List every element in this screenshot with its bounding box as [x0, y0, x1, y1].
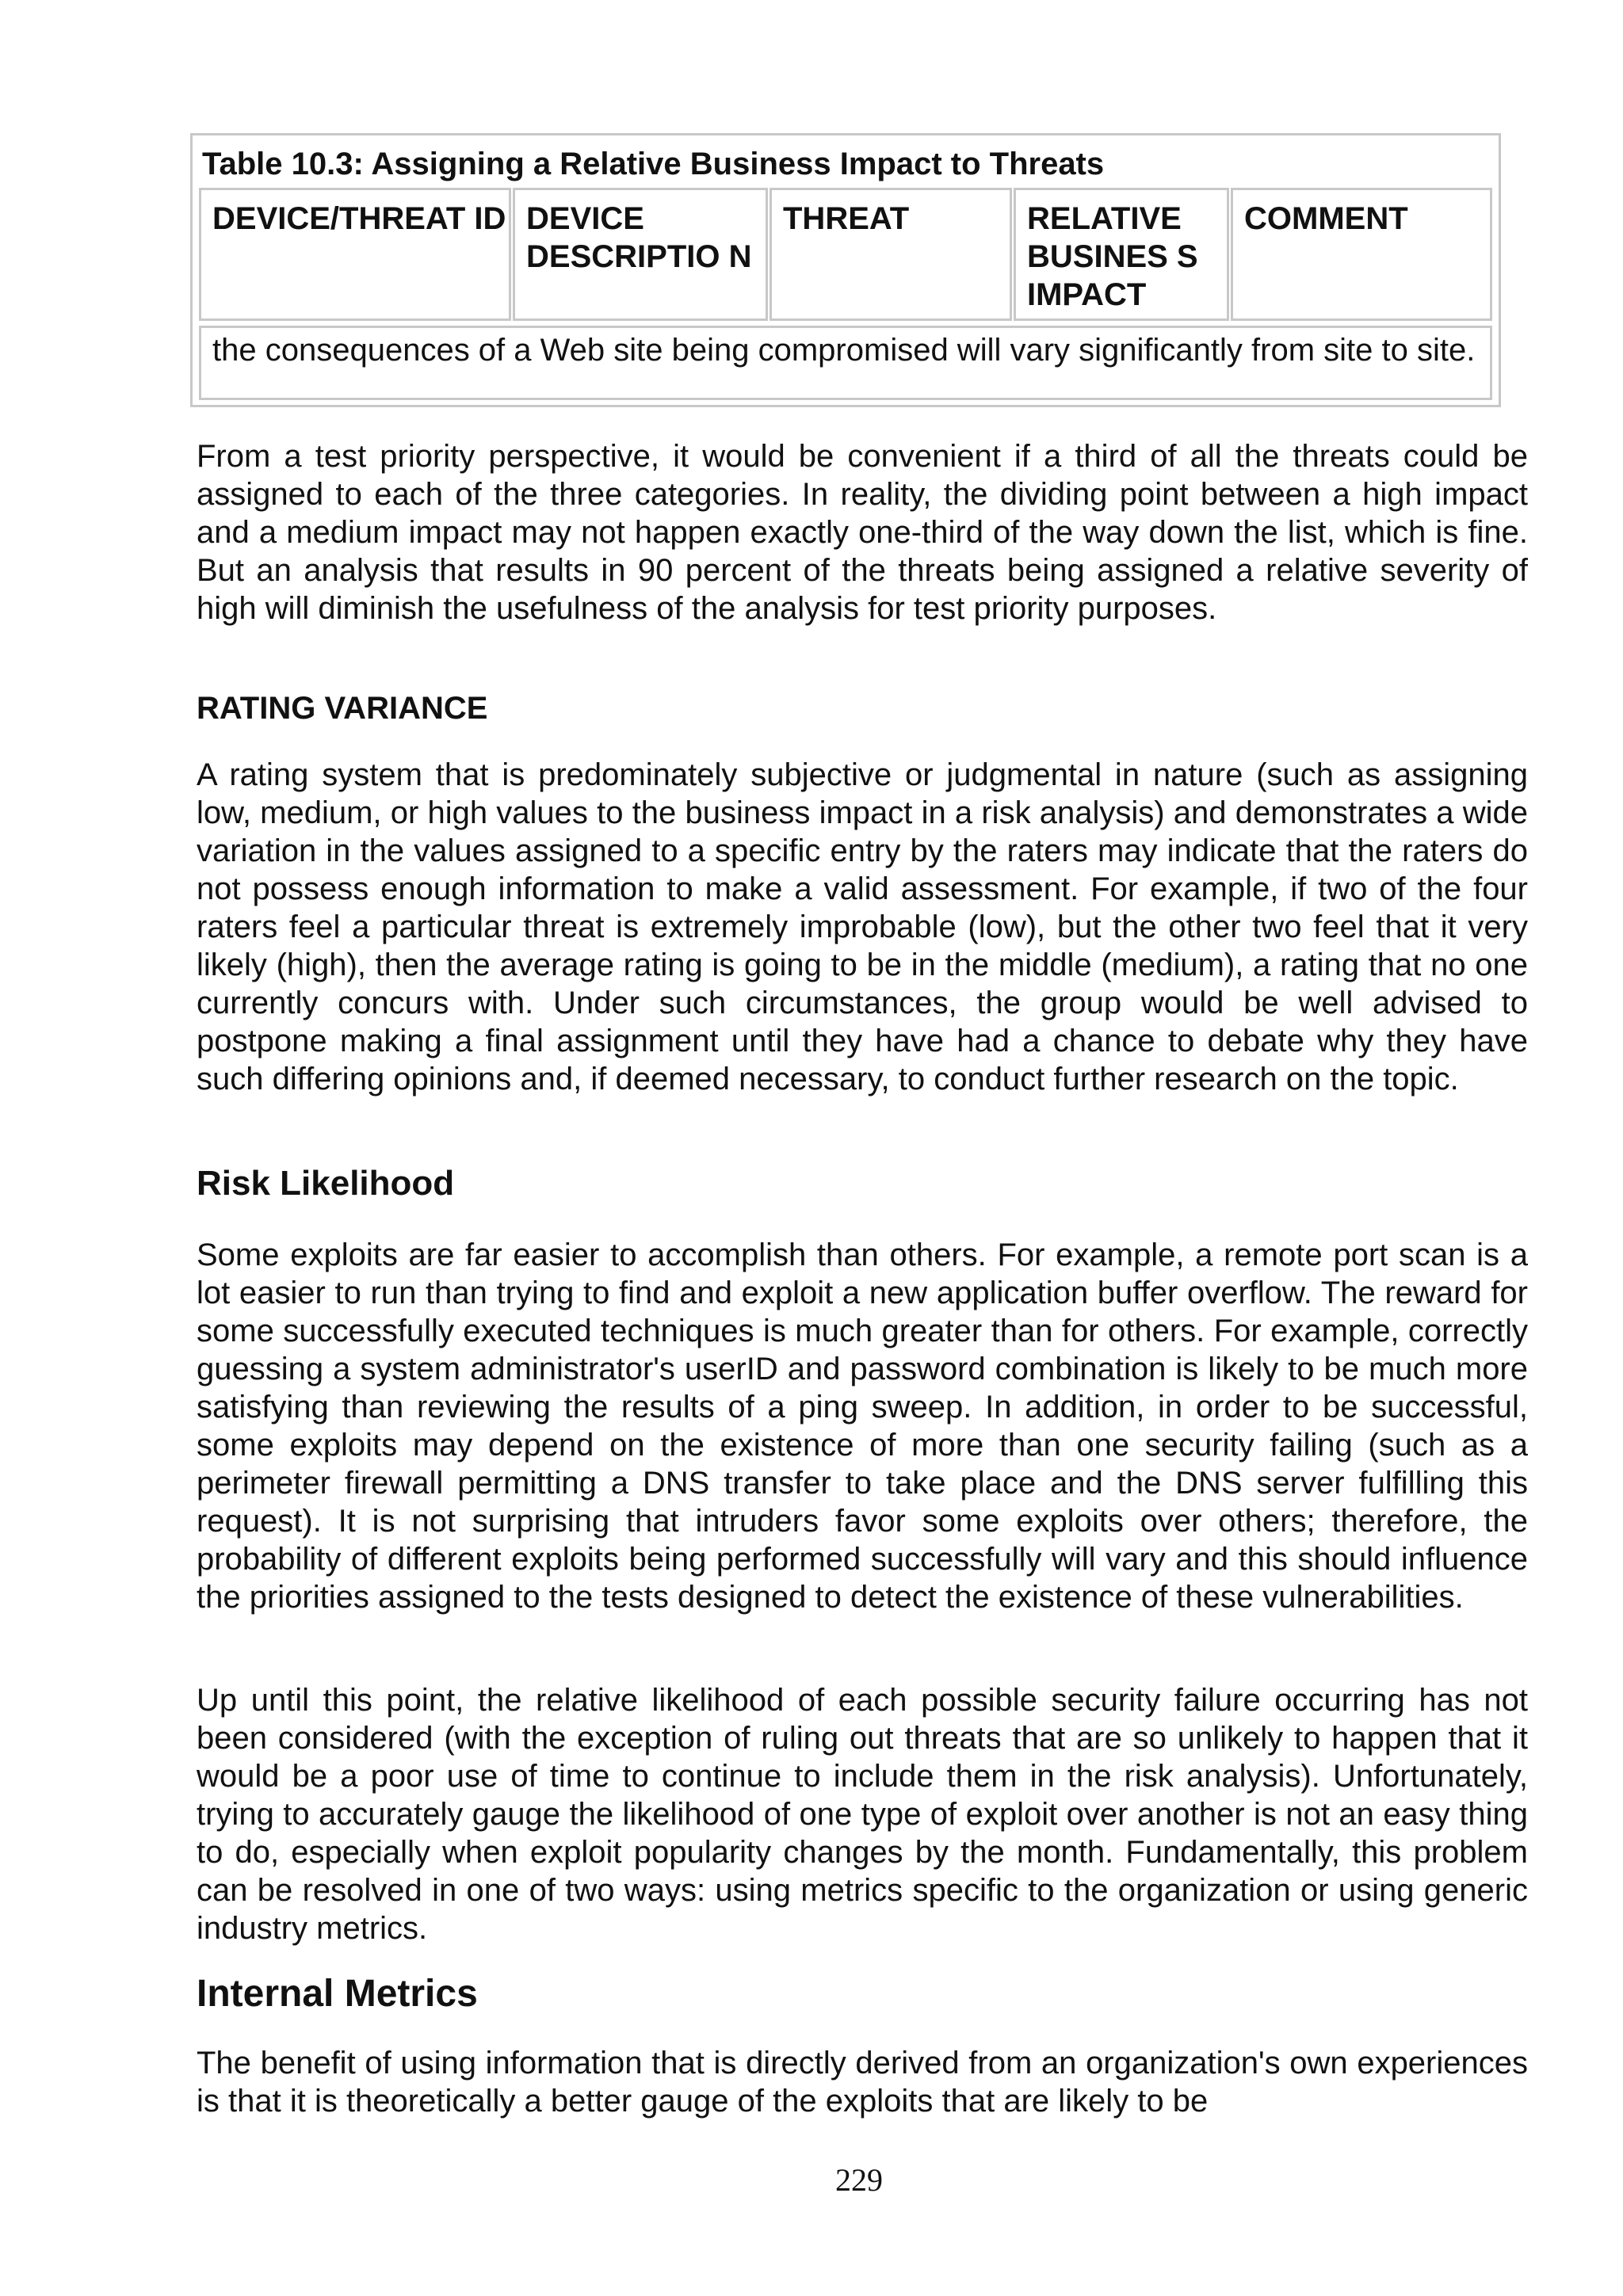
column-header-device-description: DEVICE DESCRIPTIO N	[513, 188, 768, 321]
paragraph-test-priority: From a test priority perspective, it would be convenient if a third of all the threats could be assigned to each of the three categories. In reality, the dividing point between a high impact and a medium impact may not happen exactly one-third of the way down the list, which is fine. But an analysis that results in 90 percent of the threats being assigned a relative severity of high will diminish the usefulness of the analysis for test priority purposes.	[197, 439, 1528, 626]
heading-internal-metrics: Internal Metrics	[197, 1973, 478, 2015]
column-header-relative-business-impact: RELATIVE BUSINES S IMPACT	[1014, 188, 1229, 321]
column-header-comment: COMMENT	[1231, 188, 1492, 321]
paragraph-rating-variance: A rating system that is predominately subjective or judgmental in nature (such as assigning low, medium, or high values to the business impact in a risk analysis) and demonstrates a wide variation in the values assigned to a specific entry by the raters may indicate that the raters do not possess enough information to make a valid assessment. For example, if two of the four raters feel a particular threat is extremely improbable (low), but the other two feel that it very likely (high), then the average rating is going to be in the middle (medium), a rating that no one currently concurs with. Under such circumstances, the group would be well advised to postpone making a final assignment until they have had a chance to debate why they have such differing opinions and, if deemed necessary, to conduct further research on the topic.	[197, 757, 1528, 1097]
threat-impact-table	[190, 133, 1501, 407]
column-header-threat: THREAT	[769, 188, 1012, 321]
column-header-device-threat-id: DEVICE/THREAT ID	[199, 188, 511, 321]
paragraph-exploits: Some exploits are far easier to accomplish than others. For example, a remote port scan is a lot easier to run than trying to find and exploit a new application buffer overflow. The reward for some successfully executed techniques is much greater than for others. For example, correctly guessing a system administrator's userID and password combination is likely to be much more satisfying than reviewing the results of a ping sweep. In addition, in order to be successful, some exploits may depend on the existence of more than one security failing (such as a perimeter firewall permitting a DNS transfer to take place and the DNS server fulfilling this request). It is not surprising that intruders favor some exploits over others; therefore, the probability of different exploits being performed successfully will vary and this should influence the priorities assigned to the tests designed to detect the existence of these vulnerabilities.	[197, 1238, 1528, 1615]
page-number: 229	[835, 2162, 883, 2198]
table-note-row: the consequences of a Web site being compromised will vary significantly from site to site.	[199, 326, 1492, 400]
heading-risk-likelihood: Risk Likelihood	[197, 1164, 455, 1203]
table-caption: Table 10.3: Assigning a Relative Business Impact to Threats	[202, 147, 1105, 181]
heading-rating-variance: RATING VARIANCE	[197, 691, 488, 726]
paragraph-internal-metrics: The benefit of using information that is directly derived from an organization's own experiences is that it is theoretically a better gauge of the exploits that are likely to be	[197, 2046, 1528, 2119]
paragraph-likelihood-metrics: Up until this point, the relative likelihood of each possible security failure occurring has not been considered (with the exception of ruling out threats that are so unlikely to happen that it would be a poor use of time to continue to include them in the risk analysis). Unfortunately, trying to accurately gauge the likelihood of one type of exploit over another is not an easy thing to do, especially when exploit popularity changes by the month. Fundamentally, this problem can be resolved in one of two ways: using metrics specific to the organization or using generic industry metrics.	[197, 1683, 1528, 1946]
